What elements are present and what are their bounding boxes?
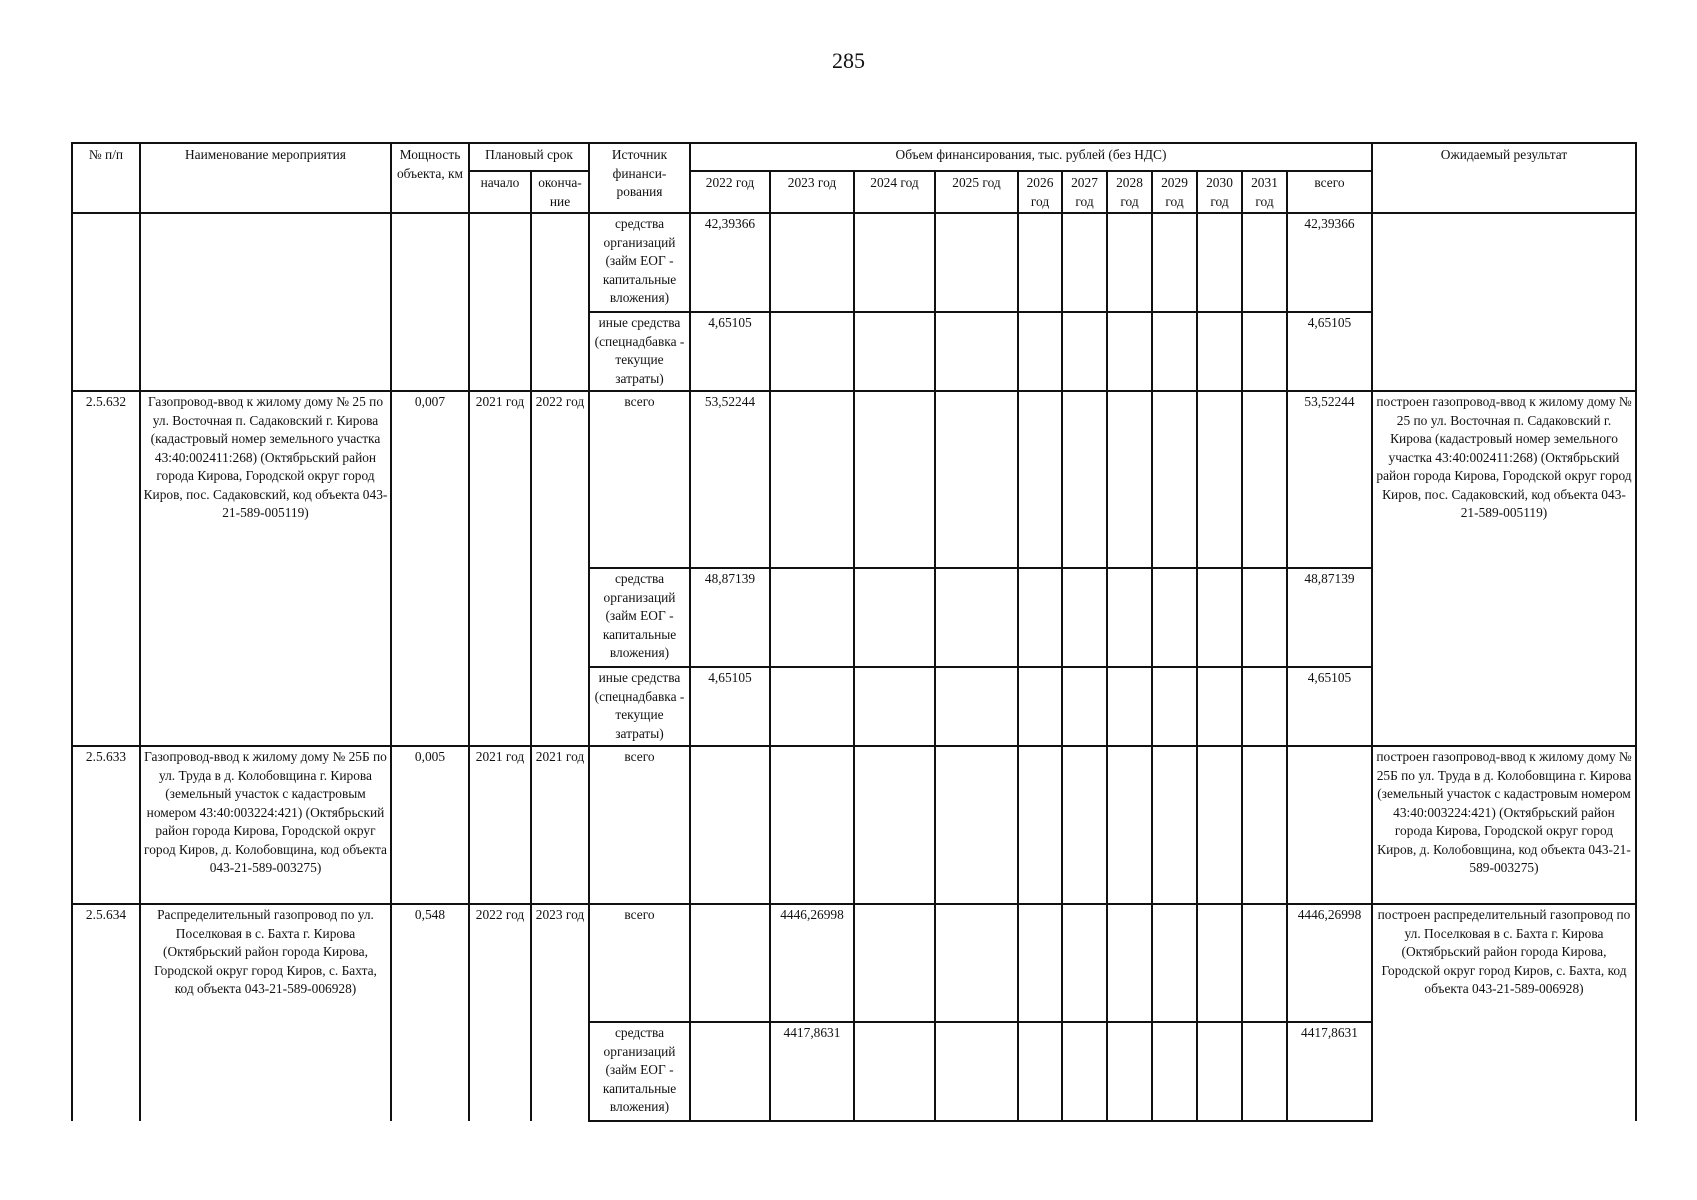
item-start: 2022 год	[469, 904, 531, 1121]
item-end: 2022 год	[531, 391, 589, 746]
total-cell: 48,87139	[1287, 568, 1372, 667]
header-end: оконча-ние	[531, 171, 589, 213]
item-number: 2.5.633	[72, 746, 140, 904]
source-cell: иные средства (спецнадбавка - текущие затраты)	[589, 312, 690, 391]
total-cell: 4,65105	[1287, 312, 1372, 391]
header-start: начало	[469, 171, 531, 213]
item-start: 2021 год	[469, 746, 531, 904]
header-year: 2031 год	[1242, 171, 1287, 213]
item-capacity: 0,548	[391, 904, 469, 1121]
header-year: 2023 год	[770, 171, 854, 213]
value-cell: 48,87139	[690, 568, 770, 667]
funding-table	[71, 142, 1637, 1122]
total-cell: 4446,26998	[1287, 904, 1372, 1022]
header-year: 2029 год	[1152, 171, 1197, 213]
value-cell: 53,52244	[690, 391, 770, 568]
header-funding: Объем финансирования, тыс. рублей (без НДС)	[690, 143, 1372, 171]
header-capacity: Мощность объекта, км	[391, 143, 469, 213]
item-end: 2021 год	[531, 746, 589, 904]
source-cell: средства организаций (займ ЕОГ - капитальные вложения)	[589, 568, 690, 667]
item-result: построен распределительный газопровод по ул. Поселковая в с. Бахта г. Кирова (Октябрьский район города Кирова, Городской округ город Киров, с. Бахта, код объекта 043-21-589-006928)	[1372, 904, 1636, 1121]
item-name: Распределительный газопровод по ул. Поселковая в с. Бахта г. Кирова (Октябрьский район города Кирова, Городской округ город Киров, с. Бахта, код объекта 043-21-589-006928)	[140, 904, 391, 1121]
table-row	[72, 746, 1636, 904]
source-cell: всего	[589, 904, 690, 1022]
table-row	[72, 213, 1636, 312]
total-cell: 4417,8631	[1287, 1022, 1372, 1121]
header-year: 2026 год	[1018, 171, 1062, 213]
value-cell: 4417,8631	[770, 1022, 854, 1121]
table-row	[72, 904, 1636, 1022]
value-cell: 4,65105	[690, 312, 770, 391]
header-year: 2024 год	[854, 171, 935, 213]
source-cell: средства организаций (займ ЕОГ - капитальные вложения)	[589, 213, 690, 312]
header-total: всего	[1287, 171, 1372, 213]
value-cell: 4446,26998	[770, 904, 854, 1022]
source-cell: средства организаций (займ ЕОГ - капитальные вложения)	[589, 1022, 690, 1121]
value-cell: 42,39366	[690, 213, 770, 312]
header-source: Источник финанси-рования	[589, 143, 690, 213]
header-name: Наименование мероприятия	[140, 143, 391, 213]
value-cell: 4,65105	[690, 667, 770, 746]
item-capacity: 0,005	[391, 746, 469, 904]
header-year: 2027 год	[1062, 171, 1107, 213]
source-cell: всего	[589, 746, 690, 904]
item-result: построен газопровод-ввод к жилому дому № 25 по ул. Восточная п. Садаковский г. Кирова (кадастровый номер земельного участка 43:40:002411:268) (Октябрьский район города Кирова, Городской округ город Киров, пос. Садаковский, код объекта 043-21-589-005119)	[1372, 391, 1636, 746]
total-cell: 4,65105	[1287, 667, 1372, 746]
header-year: 2028 год	[1107, 171, 1152, 213]
total-cell: 42,39366	[1287, 213, 1372, 312]
header-year: 2030 год	[1197, 171, 1242, 213]
item-name: Газопровод-ввод к жилому дому № 25Б по ул. Труда в д. Колобовщина г. Кирова (земельный участок с кадастровым номером 43:40:003224:421) (Октябрьский район города Кирова, Городской округ город Киров, д. Колобовщина, код объекта 043-21-589-003275)	[140, 746, 391, 904]
header-term: Плановый срок	[469, 143, 589, 171]
table-row	[72, 391, 1636, 568]
header-result: Ожидаемый результат	[1372, 143, 1636, 213]
header-num: № п/п	[72, 143, 140, 213]
item-number: 2.5.632	[72, 391, 140, 746]
source-cell: иные средства (спецнадбавка - текущие затраты)	[589, 667, 690, 746]
item-start: 2021 год	[469, 391, 531, 746]
total-cell: 53,52244	[1287, 391, 1372, 568]
header-year: 2022 год	[690, 171, 770, 213]
item-number: 2.5.634	[72, 904, 140, 1121]
source-cell: всего	[589, 391, 690, 568]
page-number: 285	[832, 48, 865, 73]
header-year: 2025 год	[935, 171, 1018, 213]
item-result: построен газопровод-ввод к жилому дому № 25Б по ул. Труда в д. Колобовщина г. Кирова (земельный участок с кадастровым номером 43:40:003224:421) (Октябрьский район города Кирова, Городской округ город Киров, д. Колобовщина, код объекта 043-21-589-003275)	[1372, 746, 1636, 904]
item-capacity: 0,007	[391, 391, 469, 746]
item-end: 2023 год	[531, 904, 589, 1121]
item-name: Газопровод-ввод к жилому дому № 25 по ул. Восточная п. Садаковский г. Кирова (кадастровый номер земельного участка 43:40:002411:268) (Октябрьский район города Кирова, Городской округ город Киров, пос. Садаковский, код объекта 043-21-589-005119)	[140, 391, 391, 746]
